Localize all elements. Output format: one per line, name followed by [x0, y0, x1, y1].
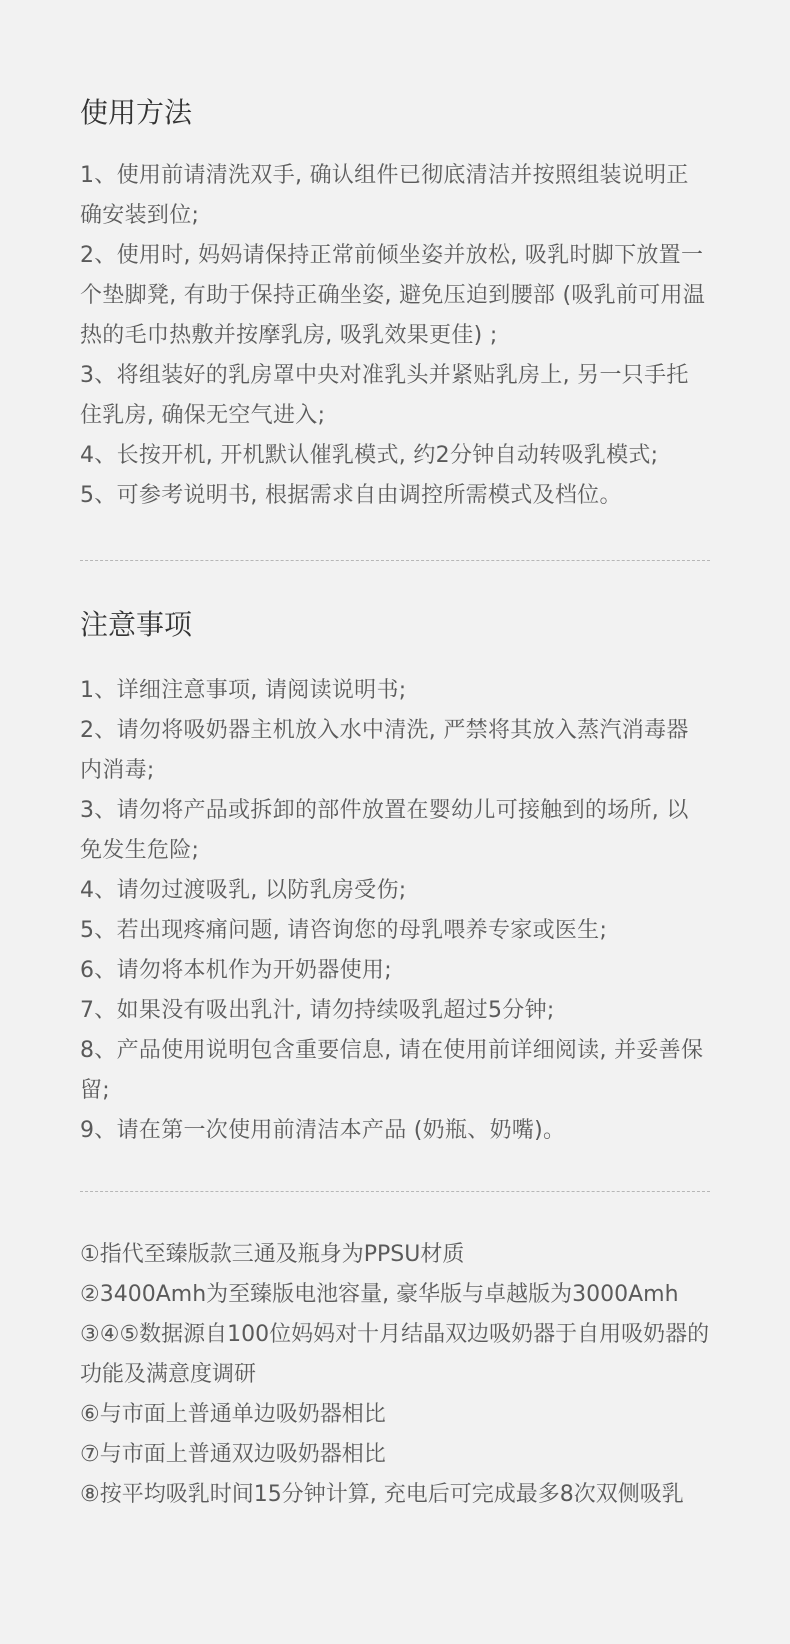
- notes-item-1: 1、详细注意事项, 请阅读说明书;: [80, 678, 407, 703]
- notes-item-4: 4、请勿过渡吸乳, 以防乳房受伤;: [80, 878, 407, 903]
- notes-item-9: 9、请在第一次使用前清洁本产品 (奶瓶、奶嘴)。: [80, 1118, 566, 1143]
- footnote-1: ①指代至臻版款三通及瓶身为PPSU材质: [80, 1242, 465, 1267]
- usage-item-5: 5、可参考说明书, 根据需求自由调控所需模式及档位。: [80, 483, 622, 508]
- notes-item-2: 2、请勿将吸奶器主机放入水中清洗, 严禁将其放入蒸汽消毒器内消毒;: [80, 718, 689, 783]
- notes-list: [80, 671, 710, 1151]
- footnote-4: ⑥与市面上普通单边吸奶器相比: [80, 1402, 386, 1427]
- usage-list: [80, 156, 710, 516]
- footnote-5: ⑦与市面上普通双边吸奶器相比: [80, 1442, 386, 1467]
- notes-item-5: 5、若出现疼痛问题, 请咨询您的母乳喂养专家或医生;: [80, 918, 608, 943]
- usage-section-title: 使用方法: [80, 96, 193, 129]
- usage-item-2: 2、使用时, 妈妈请保持正常前倾坐姿并放松, 吸乳时脚下放置一个垫脚凳, 有助于保持正确坐姿, 避免压迫到腰部 (吸乳前可用温热的毛巾热敷并按摩乳房, 吸乳效果更佳) ;: [80, 243, 706, 348]
- footnote-3: ③④⑤数据源自100位妈妈对十月结晶双边吸奶器于自用吸奶器的功能及满意度调研: [80, 1322, 710, 1387]
- notes-item-6: 6、请勿将本机作为开奶器使用;: [80, 958, 392, 983]
- section-divider: [80, 560, 710, 561]
- footnote-6: ⑧按平均吸乳时间15分钟计算, 充电后可完成最多8次双侧吸乳: [80, 1482, 684, 1507]
- notes-section-title: 注意事项: [80, 608, 193, 641]
- usage-item-1: 1、使用前请清洗双手, 确认组件已彻底清洁并按照组装说明正确安装到位;: [80, 163, 689, 228]
- notes-item-7: 7、如果没有吸出乳汁, 请勿持续吸乳超过5分钟;: [80, 998, 555, 1023]
- footnotes-list: [80, 1235, 720, 1515]
- usage-item-3: 3、将组装好的乳房罩中央对准乳头并紧贴乳房上, 另一只手托住乳房, 确保无空气进入;: [80, 363, 689, 428]
- usage-item-4: 4、长按开机, 开机默认催乳模式, 约2分钟自动转吸乳模式;: [80, 443, 659, 468]
- section-divider: [80, 1191, 710, 1192]
- footnote-2: ②3400Amh为至臻版电池容量, 豪华版与卓越版为3000Amh: [80, 1282, 679, 1307]
- notes-item-3: 3、请勿将产品或拆卸的部件放置在婴幼儿可接触到的场所, 以免发生危险;: [80, 798, 689, 863]
- notes-item-8: 8、产品使用说明包含重要信息, 请在使用前详细阅读, 并妥善保留;: [80, 1038, 704, 1103]
